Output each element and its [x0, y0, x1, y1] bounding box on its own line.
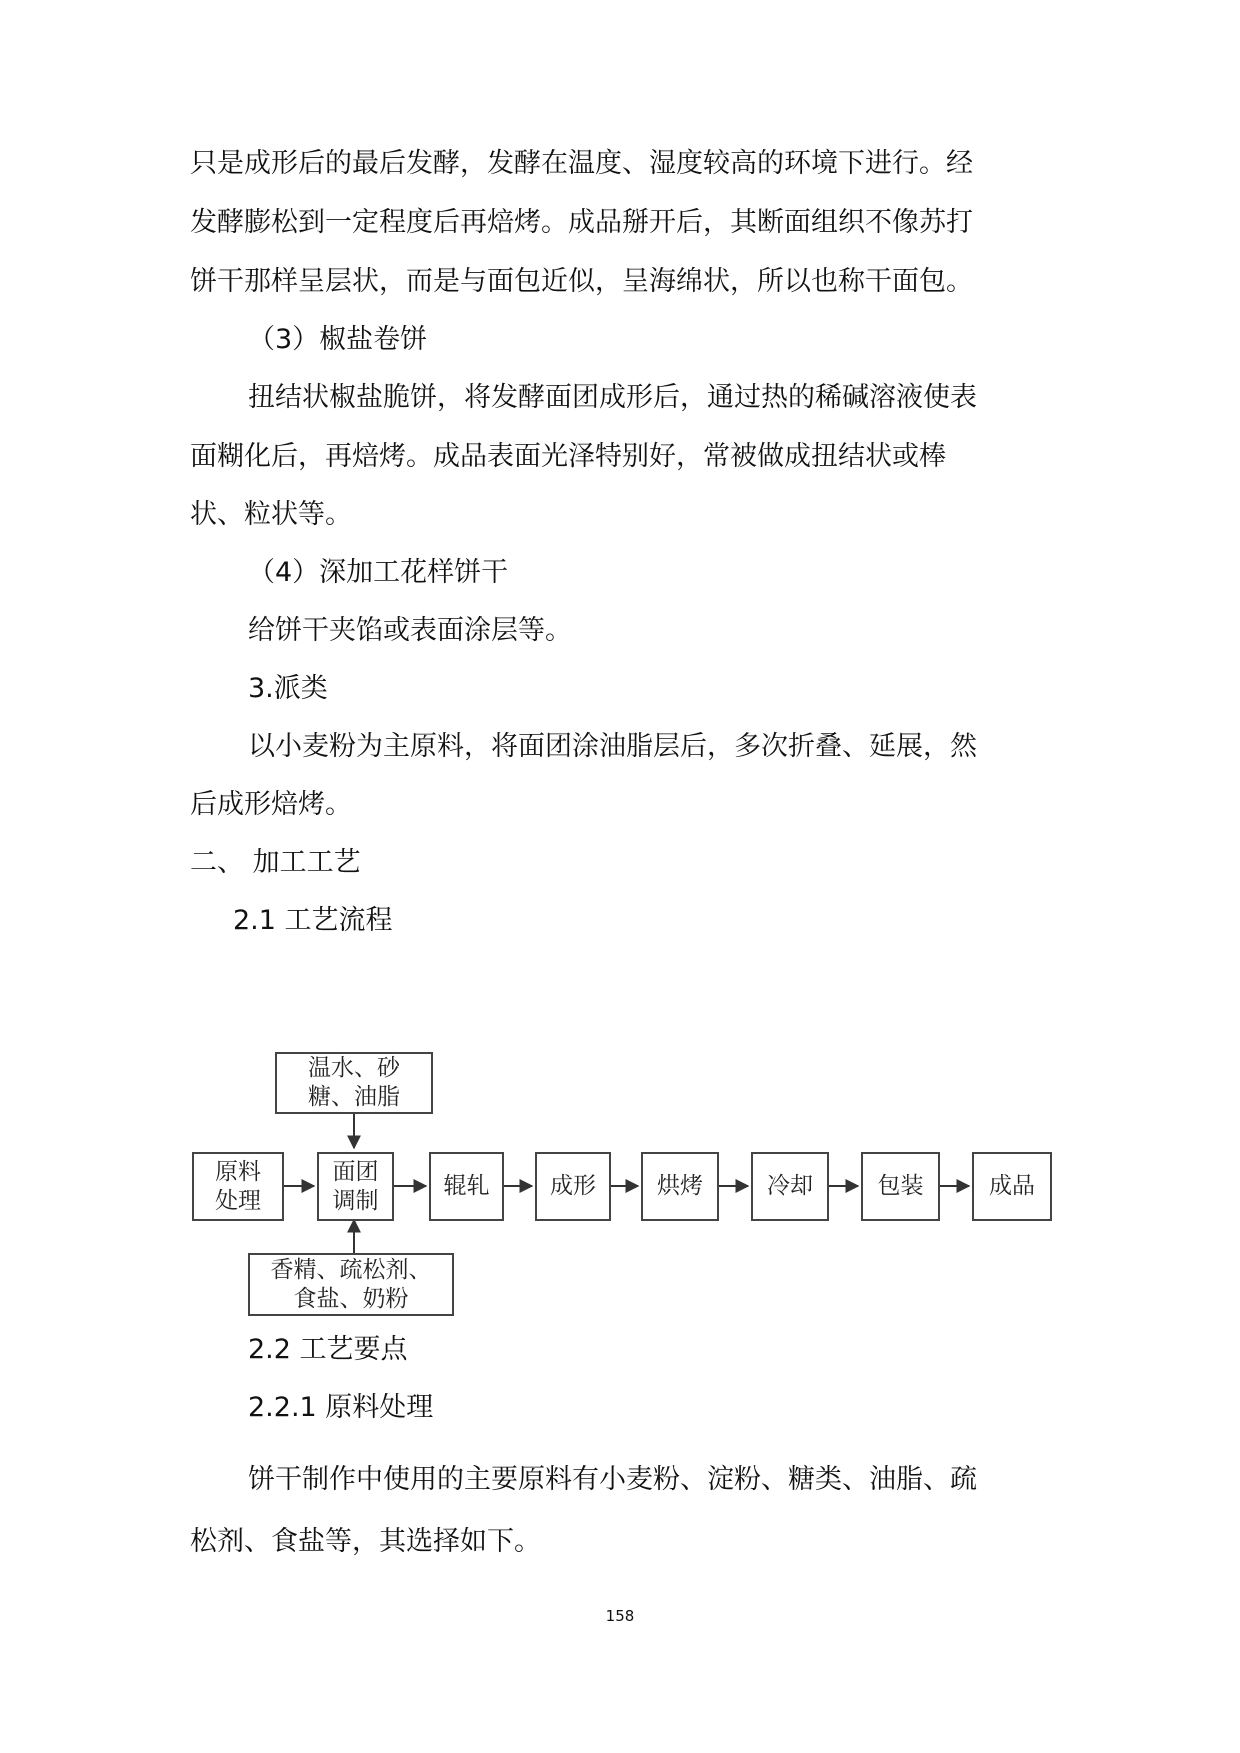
text-line: 状、粒状等。 — [190, 499, 352, 530]
flow-step-forming: 成形 — [535, 1152, 611, 1221]
text-line: 以小麦粉为主原料，将面团涂油脂层后，多次折叠、延展，然 — [248, 731, 977, 762]
text-line: 松剂、食盐等，其选择如下。 — [190, 1526, 541, 1557]
flow-step-baking: 烘烤 — [641, 1152, 719, 1221]
subsection-heading: 2.2.1 原料处理 — [248, 1392, 434, 1423]
chapter-heading: 二、 加工工艺 — [190, 847, 361, 878]
flow-step-product: 成品 — [972, 1152, 1052, 1221]
flow-step-dough-mixing: 面团 调制 — [317, 1152, 394, 1221]
text-line: 给饼干夹馅或表面涂层等。 — [248, 615, 572, 646]
flow-step-packaging: 包装 — [861, 1152, 940, 1221]
text-line: 后成形焙烤。 — [190, 789, 352, 820]
text-line: 饼干那样呈层状，而是与面包近似，呈海绵状，所以也称干面包。 — [190, 266, 973, 297]
section-heading: 2.1 工艺流程 — [233, 905, 393, 936]
text-line: 只是成形后的最后发酵，发酵在温度、湿度较高的环境下进行。经 — [190, 148, 973, 179]
flow-input-bottom: 香精、疏松剂、 食盐、奶粉 — [248, 1253, 454, 1316]
flow-step-raw-material: 原料 处理 — [192, 1152, 284, 1221]
section-heading: 2.2 工艺要点 — [248, 1334, 408, 1365]
subsection-heading: （4）深加工花样饼干 — [248, 557, 509, 588]
flow-step-cooling: 冷却 — [751, 1152, 829, 1221]
text-line: 饼干制作中使用的主要原料有小麦粉、淀粉、糖类、油脂、疏 — [248, 1464, 977, 1495]
section-heading: 3.派类 — [248, 673, 328, 704]
flow-input-top: 温水、砂 糖、油脂 — [275, 1052, 433, 1114]
text-line: 扭结状椒盐脆饼，将发酵面团成形后，通过热的稀碱溶液使表 — [248, 382, 977, 413]
page-number: 158 — [605, 1607, 635, 1625]
flow-step-rolling: 辊轧 — [429, 1152, 504, 1221]
subsection-heading: （3）椒盐卷饼 — [248, 324, 428, 355]
text-line: 发酵膨松到一定程度后再焙烤。成品掰开后，其断面组织不像苏打 — [190, 207, 973, 238]
text-line: 面糊化后，再焙烤。成品表面光泽特别好，常被做成扭结状或棒 — [190, 441, 946, 472]
